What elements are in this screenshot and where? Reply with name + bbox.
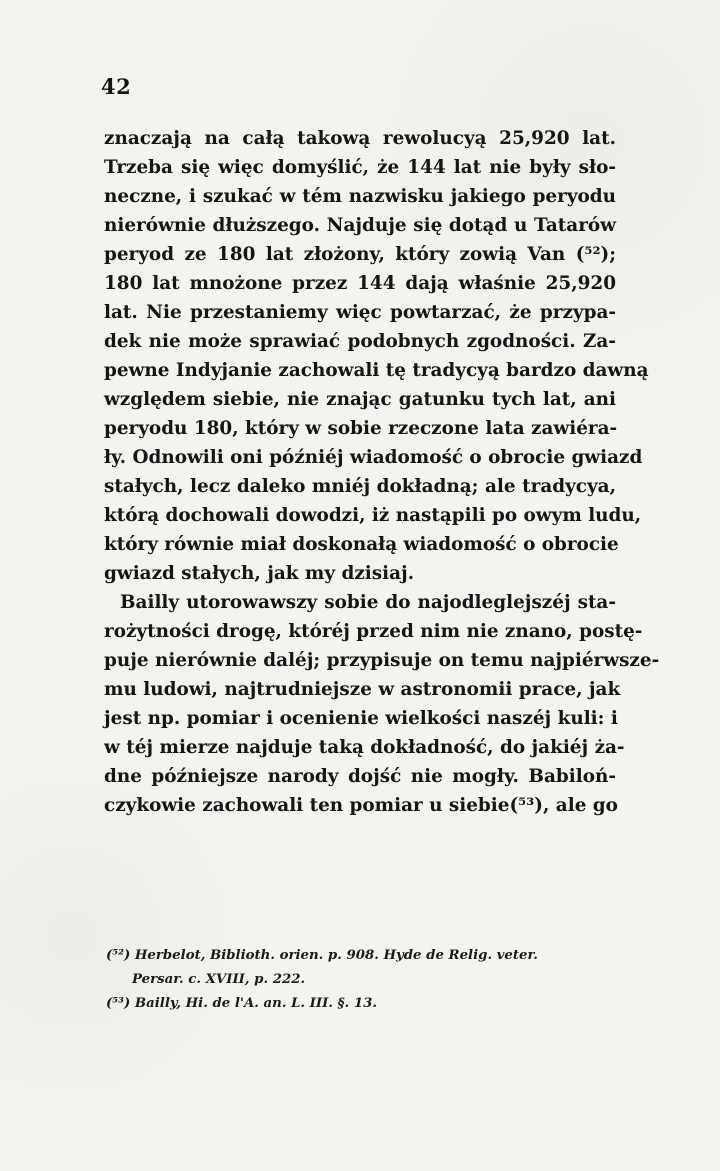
footnote-52-continuation: Persar. c. XVIII, p. 222. — [132, 972, 306, 987]
text-line: neczne, i szukać w tém nazwisku jakiego peryodu — [104, 186, 616, 207]
footnote-53: (⁵³) Bailly, Hi. de l'A. an. L. III. §. 13. — [106, 996, 377, 1011]
text-line: peryodu 180, który w sobie rzeczone lata zawiéra- — [104, 418, 618, 439]
text-line: znaczają na całą takową rewolucyą 25,920 lat. — [104, 128, 616, 149]
text-line: Bailly utorowawszy sobie do najodleglejszéj sta- — [120, 592, 616, 613]
text-line: w téj mierze najduje taką dokładność, do jakiéj ża- — [104, 737, 625, 758]
footnote-52: (⁵²) Herbelot, Biblioth. orien. p. 908. Hyde de Relig. veter. — [106, 948, 538, 963]
footnotes — [106, 944, 612, 1016]
text-line: jest np. pomiar i ocenienie wielkości naszéj kuli: i — [104, 708, 618, 729]
text-line: peryod ze 180 lat złożony, który zowią Van (⁵²); — [104, 244, 616, 265]
text-line: Trzeba się więc domyślić, że 144 lat nie były sło- — [104, 157, 616, 178]
text-line: dek nie może sprawiać podobnych zgodności. Za- — [104, 331, 616, 352]
text-line: dne późniejsze narody dojść nie mogły. Babiloń- — [104, 766, 616, 787]
text-line: pewne Indyjanie zachowali tę tradycyą bardzo dawną — [104, 360, 649, 381]
text-line: nierównie dłuższego. Najduje się dotąd u Tatarów — [104, 215, 616, 236]
text-line: względem siebie, nie znając gatunku tych lat, ani — [104, 389, 616, 410]
main-text — [104, 124, 660, 820]
text-line: który równie miał doskonałą wiadomość o obrocie — [104, 534, 619, 555]
text-line: czykowie zachowali ten pomiar u siebie(⁵³), ale go — [104, 795, 618, 816]
text-line: którą dochowali dowodzi, iż nastąpili po owym ludu, — [104, 505, 642, 526]
text-line: puje nierównie daléj; przypisuje on temu najpiérwsze- — [104, 650, 660, 671]
text-line: 180 lat mnożone przez 144 dają właśnie 25,920 — [104, 273, 616, 294]
text-line: lat. Nie przestaniemy więc powtarzać, że przypa- — [104, 302, 616, 323]
text-line: ły. Odnowili oni późniéj wiadomość o obrocie gwiazd — [104, 447, 643, 468]
text-line: gwiazd stałych, jak my dzisiaj. — [104, 563, 415, 584]
text-line: stałych, lecz daleko mniéj dokładną; ale tradycya, — [104, 476, 616, 497]
page-number: 42 — [101, 74, 132, 99]
text-line: rożytności drogę, któréj przed nim nie znano, postę- — [104, 621, 643, 642]
text-line: mu ludowi, najtrudniejsze w astronomii prace, jak — [104, 679, 621, 700]
